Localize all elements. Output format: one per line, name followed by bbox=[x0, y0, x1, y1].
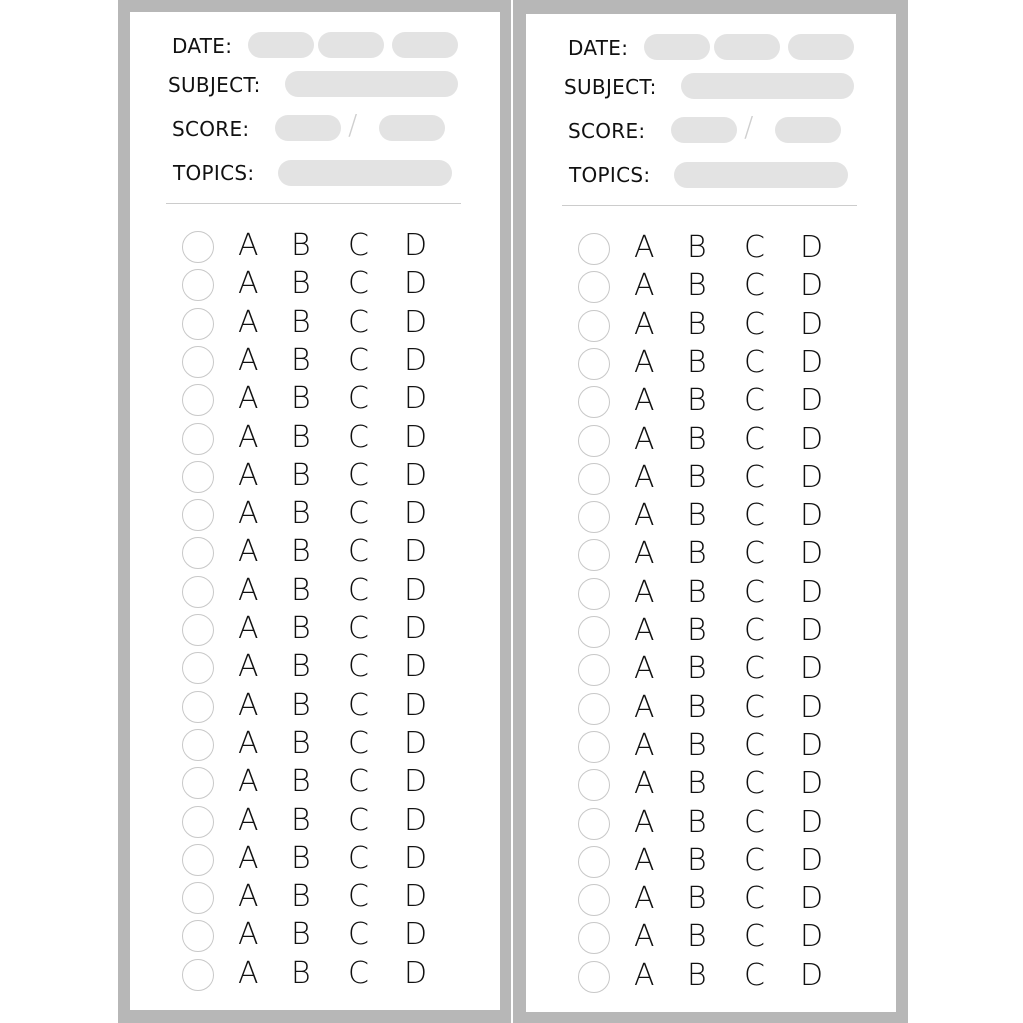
question-number-bubble[interactable] bbox=[182, 308, 214, 340]
answer-option-c[interactable]: C bbox=[744, 881, 765, 917]
question-number-bubble[interactable] bbox=[578, 425, 610, 457]
answer-option-d[interactable]: D bbox=[404, 381, 428, 417]
question-row bbox=[182, 457, 442, 497]
question-number-bubble[interactable] bbox=[182, 423, 214, 455]
answer-option-a[interactable]: A bbox=[238, 496, 259, 532]
answer-option-a[interactable]: A bbox=[238, 687, 259, 723]
answer-option-b[interactable]: B bbox=[687, 421, 707, 457]
answer-option-b[interactable]: B bbox=[687, 613, 707, 648]
question-number-bubble[interactable] bbox=[578, 578, 610, 610]
answer-option-b[interactable]: B bbox=[291, 496, 311, 532]
answer-option-d[interactable]: D bbox=[800, 689, 824, 725]
answer-option-c[interactable]: C bbox=[348, 649, 369, 685]
answer-option-b[interactable]: B bbox=[687, 881, 707, 917]
answer-option-d[interactable]: D bbox=[404, 342, 428, 378]
answer-option-a[interactable]: A bbox=[238, 764, 259, 800]
answer-option-a[interactable]: A bbox=[634, 881, 655, 917]
question-row bbox=[182, 840, 442, 880]
question-number-bubble[interactable] bbox=[182, 614, 214, 646]
question-number-bubble[interactable] bbox=[182, 231, 214, 263]
answer-option-c[interactable]: C bbox=[744, 574, 765, 610]
answer-option-a[interactable]: A bbox=[238, 649, 259, 685]
answer-option-b[interactable]: B bbox=[687, 459, 707, 495]
answer-option-d[interactable]: D bbox=[404, 457, 428, 493]
answer-option-c[interactable]: C bbox=[744, 766, 765, 802]
question-row bbox=[182, 304, 442, 344]
answer-option-c[interactable]: C bbox=[348, 534, 369, 570]
answer-option-a[interactable]: A bbox=[634, 459, 655, 495]
question-row bbox=[182, 266, 442, 305]
answer-option-d[interactable]: D bbox=[404, 687, 428, 723]
question-number-bubble[interactable] bbox=[578, 922, 610, 954]
answer-option-c[interactable]: C bbox=[348, 611, 369, 646]
answer-option-d[interactable]: D bbox=[404, 266, 428, 302]
answer-option-b[interactable]: B bbox=[687, 344, 707, 380]
answer-option-b[interactable]: B bbox=[291, 419, 311, 455]
answer-option-a[interactable]: A bbox=[634, 957, 655, 993]
answer-option-d[interactable]: D bbox=[404, 764, 428, 800]
answer-option-c[interactable]: C bbox=[744, 459, 765, 495]
answer-option-c[interactable]: C bbox=[348, 840, 369, 876]
answer-option-a[interactable]: A bbox=[634, 498, 655, 534]
answer-option-d[interactable]: D bbox=[800, 421, 824, 457]
question-row bbox=[578, 574, 838, 614]
answer-option-d[interactable]: D bbox=[404, 228, 428, 263]
answer-option-a[interactable]: A bbox=[238, 266, 259, 302]
question-row bbox=[578, 613, 838, 652]
answer-option-a[interactable]: A bbox=[634, 344, 655, 380]
question-number-bubble[interactable] bbox=[182, 269, 214, 301]
answer-option-d[interactable]: D bbox=[800, 306, 824, 342]
answer-option-d[interactable]: D bbox=[800, 957, 824, 993]
answer-option-c[interactable]: C bbox=[744, 957, 765, 993]
question-number-bubble[interactable] bbox=[578, 501, 610, 533]
date-day-field[interactable] bbox=[644, 34, 710, 60]
answer-option-d[interactable]: D bbox=[404, 304, 428, 340]
answer-option-d[interactable]: D bbox=[404, 879, 428, 915]
answer-option-d[interactable]: D bbox=[800, 919, 824, 955]
answer-option-c[interactable]: C bbox=[348, 266, 369, 302]
answer-option-c[interactable]: C bbox=[744, 306, 765, 342]
date-label: DATE: bbox=[568, 36, 629, 60]
question-row bbox=[578, 536, 838, 575]
answer-option-c[interactable]: C bbox=[744, 344, 765, 380]
answer-option-c[interactable]: C bbox=[744, 498, 765, 534]
answer-option-b[interactable]: B bbox=[687, 536, 707, 572]
answer-option-c[interactable]: C bbox=[348, 917, 369, 953]
question-row bbox=[578, 919, 838, 958]
date-label: DATE: bbox=[172, 34, 233, 58]
topics-field[interactable] bbox=[278, 160, 452, 186]
question-number-bubble[interactable] bbox=[578, 616, 610, 648]
answer-option-b[interactable]: B bbox=[687, 230, 707, 265]
answer-option-b[interactable]: B bbox=[291, 649, 311, 685]
answer-option-d[interactable]: D bbox=[404, 725, 428, 761]
answer-option-c[interactable]: C bbox=[348, 725, 369, 761]
answer-option-b[interactable]: B bbox=[291, 840, 311, 876]
score-field[interactable] bbox=[275, 115, 341, 141]
answer-option-b[interactable]: B bbox=[291, 764, 311, 800]
answer-option-d[interactable]: D bbox=[404, 611, 428, 646]
date-year-field[interactable] bbox=[788, 34, 854, 60]
answer-option-a[interactable]: A bbox=[238, 725, 259, 761]
question-row bbox=[578, 766, 838, 805]
answer-option-c[interactable]: C bbox=[348, 381, 369, 417]
question-number-bubble[interactable] bbox=[182, 346, 214, 378]
answer-option-c[interactable]: C bbox=[348, 879, 369, 915]
date-month-field[interactable] bbox=[318, 32, 384, 58]
question-row bbox=[578, 383, 838, 422]
question-row bbox=[578, 957, 838, 997]
answer-option-d[interactable]: D bbox=[800, 651, 824, 687]
answer-option-c[interactable]: C bbox=[348, 496, 369, 532]
answer-option-d[interactable]: D bbox=[800, 766, 824, 802]
score-total-field[interactable] bbox=[379, 115, 445, 141]
answer-option-b[interactable]: B bbox=[687, 957, 707, 993]
answer-option-d[interactable]: D bbox=[800, 268, 824, 304]
question-number-bubble[interactable] bbox=[578, 539, 610, 571]
answer-option-b[interactable]: B bbox=[291, 266, 311, 302]
question-number-bubble[interactable] bbox=[578, 731, 610, 763]
question-number-bubble[interactable] bbox=[578, 961, 610, 993]
question-number-bubble[interactable] bbox=[578, 654, 610, 686]
answer-option-a[interactable]: A bbox=[634, 766, 655, 802]
answer-option-a[interactable]: A bbox=[238, 879, 259, 915]
subject-field[interactable] bbox=[681, 73, 854, 99]
answer-option-b[interactable]: B bbox=[687, 689, 707, 725]
question-number-bubble[interactable] bbox=[182, 537, 214, 569]
question-row bbox=[578, 459, 838, 499]
answer-option-a[interactable]: A bbox=[634, 230, 655, 265]
answer-option-d[interactable]: D bbox=[800, 804, 824, 840]
answer-option-c[interactable]: C bbox=[744, 651, 765, 687]
question-row bbox=[182, 572, 442, 612]
question-number-bubble[interactable] bbox=[578, 271, 610, 303]
answer-sheet-right bbox=[526, 14, 896, 1012]
answer-option-b[interactable]: B bbox=[291, 534, 311, 570]
subject-label: SUBJECT: bbox=[168, 73, 261, 97]
answer-option-b[interactable]: B bbox=[687, 804, 707, 840]
answer-option-a[interactable]: A bbox=[238, 802, 259, 838]
answer-option-a[interactable]: A bbox=[238, 304, 259, 340]
answer-option-d[interactable]: D bbox=[404, 840, 428, 876]
question-number-bubble[interactable] bbox=[578, 348, 610, 380]
answer-option-c[interactable]: C bbox=[744, 727, 765, 763]
question-row bbox=[182, 725, 442, 765]
score-separator: / bbox=[744, 110, 754, 143]
answer-option-a[interactable]: A bbox=[238, 955, 259, 991]
answer-option-a[interactable]: A bbox=[634, 536, 655, 572]
answer-option-c[interactable]: C bbox=[744, 804, 765, 840]
question-number-bubble[interactable] bbox=[578, 693, 610, 725]
answer-option-a[interactable]: A bbox=[238, 534, 259, 570]
answer-option-b[interactable]: B bbox=[291, 687, 311, 723]
answer-option-b[interactable]: B bbox=[291, 342, 311, 378]
topics-label: TOPICS: bbox=[173, 161, 255, 185]
question-number-bubble[interactable] bbox=[578, 386, 610, 418]
answer-option-a[interactable]: A bbox=[634, 613, 655, 648]
answer-option-b[interactable]: B bbox=[291, 304, 311, 340]
answer-option-d[interactable]: D bbox=[800, 842, 824, 878]
answer-option-d[interactable]: D bbox=[800, 230, 824, 265]
answer-option-d[interactable]: D bbox=[800, 727, 824, 763]
question-row bbox=[578, 421, 838, 461]
answer-option-c[interactable]: C bbox=[348, 687, 369, 723]
answer-option-c[interactable]: C bbox=[744, 842, 765, 878]
question-number-bubble[interactable] bbox=[182, 652, 214, 684]
question-number-bubble[interactable] bbox=[182, 691, 214, 723]
answer-option-a[interactable]: A bbox=[634, 306, 655, 342]
question-number-bubble[interactable] bbox=[182, 499, 214, 531]
answer-option-c[interactable]: C bbox=[348, 955, 369, 991]
answer-option-c[interactable]: C bbox=[744, 230, 765, 265]
score-total-field[interactable] bbox=[775, 117, 841, 143]
answer-option-d[interactable]: D bbox=[800, 536, 824, 572]
answer-option-b[interactable]: B bbox=[291, 955, 311, 991]
answer-option-c[interactable]: C bbox=[744, 689, 765, 725]
question-number-bubble[interactable] bbox=[182, 882, 214, 914]
topics-field[interactable] bbox=[674, 162, 848, 188]
answer-option-a[interactable]: A bbox=[634, 919, 655, 955]
question-row bbox=[182, 534, 442, 573]
answer-option-b[interactable]: B bbox=[291, 802, 311, 838]
question-number-bubble[interactable] bbox=[578, 808, 610, 840]
answer-option-a[interactable]: A bbox=[634, 689, 655, 725]
question-row bbox=[578, 689, 838, 729]
header-divider bbox=[166, 203, 461, 204]
question-row bbox=[182, 381, 442, 420]
answer-option-b[interactable]: B bbox=[687, 766, 707, 802]
question-row bbox=[182, 496, 442, 535]
score-field[interactable] bbox=[671, 117, 737, 143]
answer-option-b[interactable]: B bbox=[687, 268, 707, 304]
question-row bbox=[182, 342, 442, 382]
answer-option-c[interactable]: C bbox=[744, 613, 765, 648]
answer-option-c[interactable]: C bbox=[348, 304, 369, 340]
question-row bbox=[182, 879, 442, 918]
answer-option-d[interactable]: D bbox=[404, 649, 428, 685]
question-row bbox=[182, 802, 442, 842]
question-number-bubble[interactable] bbox=[578, 846, 610, 878]
question-row bbox=[182, 611, 442, 650]
question-row bbox=[182, 687, 442, 727]
answer-option-b[interactable]: B bbox=[687, 306, 707, 342]
date-month-field[interactable] bbox=[714, 34, 780, 60]
answer-sheet-left bbox=[130, 12, 500, 1010]
answer-option-d[interactable]: D bbox=[800, 383, 824, 419]
answer-option-c[interactable]: C bbox=[348, 419, 369, 455]
answer-option-c[interactable]: C bbox=[348, 457, 369, 493]
answer-option-c[interactable]: C bbox=[348, 228, 369, 263]
answer-option-a[interactable]: A bbox=[634, 574, 655, 610]
question-row bbox=[578, 230, 838, 269]
date-day-field[interactable] bbox=[248, 32, 314, 58]
answer-option-c[interactable]: C bbox=[744, 383, 765, 419]
answer-option-a[interactable]: A bbox=[238, 228, 259, 263]
answer-option-b[interactable]: B bbox=[291, 917, 311, 953]
answer-option-a[interactable]: A bbox=[634, 804, 655, 840]
answer-option-a[interactable]: A bbox=[634, 727, 655, 763]
answer-option-b[interactable]: B bbox=[687, 574, 707, 610]
answer-option-b[interactable]: B bbox=[291, 228, 311, 263]
answer-option-a[interactable]: A bbox=[634, 268, 655, 304]
question-row bbox=[182, 955, 442, 995]
question-row bbox=[578, 804, 838, 844]
answer-option-d[interactable]: D bbox=[404, 955, 428, 991]
question-number-bubble[interactable] bbox=[182, 806, 214, 838]
question-number-bubble[interactable] bbox=[578, 769, 610, 801]
answer-option-a[interactable]: A bbox=[634, 421, 655, 457]
answer-option-b[interactable]: B bbox=[291, 572, 311, 608]
header-divider bbox=[562, 205, 857, 206]
answer-option-a[interactable]: A bbox=[238, 457, 259, 493]
answer-option-c[interactable]: C bbox=[744, 421, 765, 457]
subject-field[interactable] bbox=[285, 71, 458, 97]
question-row bbox=[578, 651, 838, 690]
answer-option-b[interactable]: B bbox=[291, 725, 311, 761]
answer-option-d[interactable]: D bbox=[800, 574, 824, 610]
answer-option-d[interactable]: D bbox=[404, 419, 428, 455]
question-row bbox=[578, 306, 838, 346]
answer-option-a[interactable]: A bbox=[634, 651, 655, 687]
question-row bbox=[182, 419, 442, 459]
topics-label: TOPICS: bbox=[569, 163, 651, 187]
subject-label: SUBJECT: bbox=[564, 75, 657, 99]
answer-option-a[interactable]: A bbox=[238, 572, 259, 608]
answer-option-d[interactable]: D bbox=[800, 881, 824, 917]
answer-option-b[interactable]: B bbox=[687, 842, 707, 878]
answer-option-d[interactable]: D bbox=[404, 496, 428, 532]
score-label: SCORE: bbox=[172, 117, 250, 141]
answer-option-a[interactable]: A bbox=[238, 611, 259, 646]
answer-option-d[interactable]: D bbox=[800, 498, 824, 534]
question-row bbox=[182, 764, 442, 803]
answer-option-b[interactable]: B bbox=[687, 498, 707, 534]
score-label: SCORE: bbox=[568, 119, 646, 143]
question-number-bubble[interactable] bbox=[182, 844, 214, 876]
answer-option-b[interactable]: B bbox=[687, 383, 707, 419]
question-number-bubble[interactable] bbox=[182, 920, 214, 952]
answer-option-c[interactable]: C bbox=[348, 342, 369, 378]
question-row bbox=[578, 344, 838, 384]
question-row bbox=[182, 228, 442, 267]
answer-option-b[interactable]: B bbox=[291, 611, 311, 646]
question-row bbox=[182, 917, 442, 956]
question-row bbox=[578, 727, 838, 767]
question-number-bubble[interactable] bbox=[182, 767, 214, 799]
answer-option-b[interactable]: B bbox=[687, 919, 707, 955]
question-row bbox=[578, 881, 838, 920]
answer-option-d[interactable]: D bbox=[800, 344, 824, 380]
question-number-bubble[interactable] bbox=[182, 461, 214, 493]
answer-option-d[interactable]: D bbox=[800, 459, 824, 495]
question-row bbox=[578, 498, 838, 537]
answer-option-a[interactable]: A bbox=[634, 842, 655, 878]
answer-option-b[interactable]: B bbox=[291, 879, 311, 915]
score-separator: / bbox=[348, 108, 358, 141]
answer-option-c[interactable]: C bbox=[744, 919, 765, 955]
answer-option-a[interactable]: A bbox=[238, 381, 259, 417]
answer-option-a[interactable]: A bbox=[238, 840, 259, 876]
answer-option-c[interactable]: C bbox=[348, 572, 369, 608]
question-number-bubble[interactable] bbox=[182, 384, 214, 416]
question-row bbox=[182, 649, 442, 688]
question-number-bubble[interactable] bbox=[578, 233, 610, 265]
question-number-bubble[interactable] bbox=[578, 310, 610, 342]
answer-option-c[interactable]: C bbox=[348, 802, 369, 838]
answer-option-d[interactable]: D bbox=[404, 802, 428, 838]
answer-option-d[interactable]: D bbox=[800, 613, 824, 648]
question-row bbox=[578, 842, 838, 882]
answer-option-b[interactable]: B bbox=[291, 381, 311, 417]
answer-option-c[interactable]: C bbox=[744, 536, 765, 572]
answer-option-a[interactable]: A bbox=[238, 419, 259, 455]
answer-option-c[interactable]: C bbox=[744, 268, 765, 304]
answer-option-b[interactable]: B bbox=[687, 727, 707, 763]
answer-option-a[interactable]: A bbox=[238, 917, 259, 953]
answer-option-a[interactable]: A bbox=[238, 342, 259, 378]
question-number-bubble[interactable] bbox=[182, 576, 214, 608]
answer-option-c[interactable]: C bbox=[348, 764, 369, 800]
answer-option-b[interactable]: B bbox=[687, 651, 707, 687]
question-row bbox=[578, 268, 838, 307]
question-number-bubble[interactable] bbox=[578, 463, 610, 495]
question-number-bubble[interactable] bbox=[578, 884, 610, 916]
answer-option-d[interactable]: D bbox=[404, 572, 428, 608]
date-year-field[interactable] bbox=[392, 32, 458, 58]
answer-option-a[interactable]: A bbox=[634, 383, 655, 419]
question-number-bubble[interactable] bbox=[182, 729, 214, 761]
question-number-bubble[interactable] bbox=[182, 959, 214, 991]
answer-option-d[interactable]: D bbox=[404, 917, 428, 953]
answer-option-b[interactable]: B bbox=[291, 457, 311, 493]
answer-option-d[interactable]: D bbox=[404, 534, 428, 570]
